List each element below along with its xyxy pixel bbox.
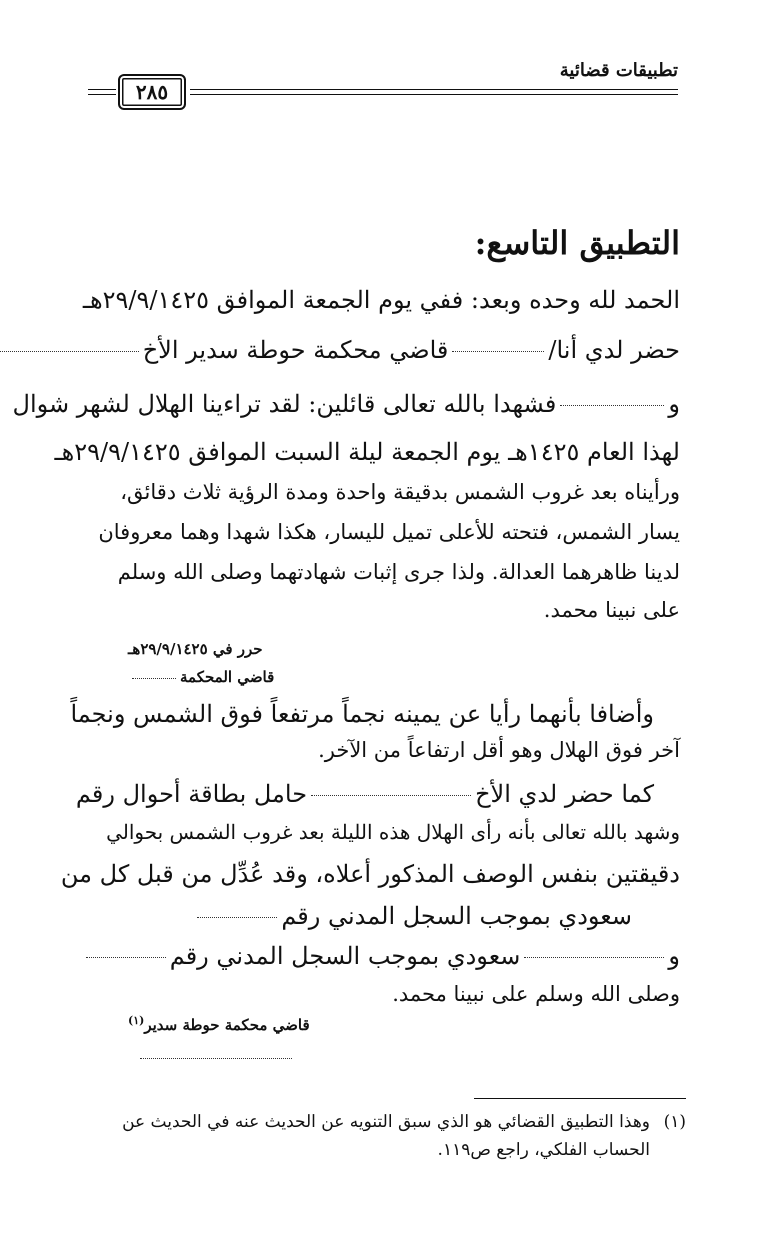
signature-title-text: قاضي المحكمة [180,668,275,686]
blank-name-1 [452,351,544,352]
body2-line-3-start: كما حضر لدي الأخ [475,780,654,808]
body2-line-7-text: سعودي بموجب السجل المدني رقم [169,942,521,970]
blank-name-4 [311,795,471,796]
body2-line-3-rest: حامل بطاقة أحوال رقم [75,780,308,808]
body2-line-7-start: و [668,942,680,970]
body-line-2-mid: قاضي محكمة حوطة سدير الأخ [142,336,449,364]
blank-name-3 [560,405,664,406]
body2-line-7 [80,944,680,968]
blank-name-2 [0,351,139,352]
body2-line-4: وشهد بالله تعالى بأنه رأى الهلال هذه الليلة بعد غروب الشمس بحوالي [106,820,680,844]
body2-line-8: وصلى الله وسلم على نبينا محمد. [392,982,680,1006]
body-line-5: ورأيناه بعد غروب الشمس بدقيقة واحدة ومدة الرؤية ثلاث دقائق، [120,480,680,504]
body-line-3 [12,390,680,418]
body2-line-5: دقيقتين بنفس الوصف المذكور أعلاه، وقد عُدِّل من قبل كل من [60,860,680,888]
body-line-2-start: حضر لدي أنا/ [548,336,680,364]
body2-line-6 [80,904,632,928]
body-line-3-rest: فشهدا بالله تعالى قائلين: لقد تراءينا الهلال لشهر شوال [12,390,557,418]
footnote-separator [474,1098,686,1099]
header-rule-right [190,89,678,90]
signature-title [128,668,274,686]
signature2-title-text: قاضي محكمة حوطة سدير [144,1016,310,1034]
page-number: ٢٨٥ [135,80,169,104]
body-line-8: على نبينا محمد. [543,598,680,622]
footnote-marker: (١) [663,1112,686,1132]
header-rule-left [88,89,116,90]
body2-line-3 [75,780,654,808]
running-header-title: تطبيقات قضائية [559,60,678,81]
footnote-line-1: وهذا التطبيق القضائي هو الذي سبق التنويه عن الحديث عنه في الحديث عن [122,1112,650,1132]
footnote-reference: (١) [128,1014,145,1027]
blank-number-1 [197,917,277,918]
blank-name-5 [524,957,664,958]
body-line-1: الحمد لله وحده وبعد: ففي يوم الجمعة الموافق ٢٩/٩/١٤٢٥هـ [82,286,680,314]
body-line-3-start: و [668,390,680,418]
signature-date: حرر في ٢٩/٩/١٤٢٥هـ [128,640,263,658]
signature2-title [128,1014,310,1034]
section-title: التطبيق التاسع: [474,224,680,262]
header-rule-left-2 [88,94,116,95]
body2-line-2: آخر فوق الهلال وهو أقل ارتفاعاً من الآخر. [318,738,680,762]
body-line-6: يسار الشمس، فتحته للأعلى تميل لليسار، هكذا شهدا وهما معروفان [98,520,680,544]
signature2-blank [140,1058,292,1059]
blank-number-2 [86,957,166,958]
footnote-line-2: الحساب الفلكي، راجع ص١١٩. [437,1140,650,1160]
signature-blank [132,678,176,679]
body2-line-1: وأضافا بأنهما رأيا عن يمينه نجماً مرتفعاً فوق الشمس ونجماً [70,700,654,728]
body-line-7: لدينا ظاهرهما العدالة. ولذا جرى إثبات شهادتهما وصلى الله وسلم [117,560,680,584]
body2-line-6-text: سعودي بموجب السجل المدني رقم [281,902,632,930]
page-number-box [118,74,186,110]
header-rule-right-2 [190,94,678,95]
body-line-4: لهذا العام ١٤٢٥هـ يوم الجمعة ليلة السبت الموافق ٢٩/٩/١٤٢٥هـ [54,438,680,466]
body-line-2 [80,338,680,362]
